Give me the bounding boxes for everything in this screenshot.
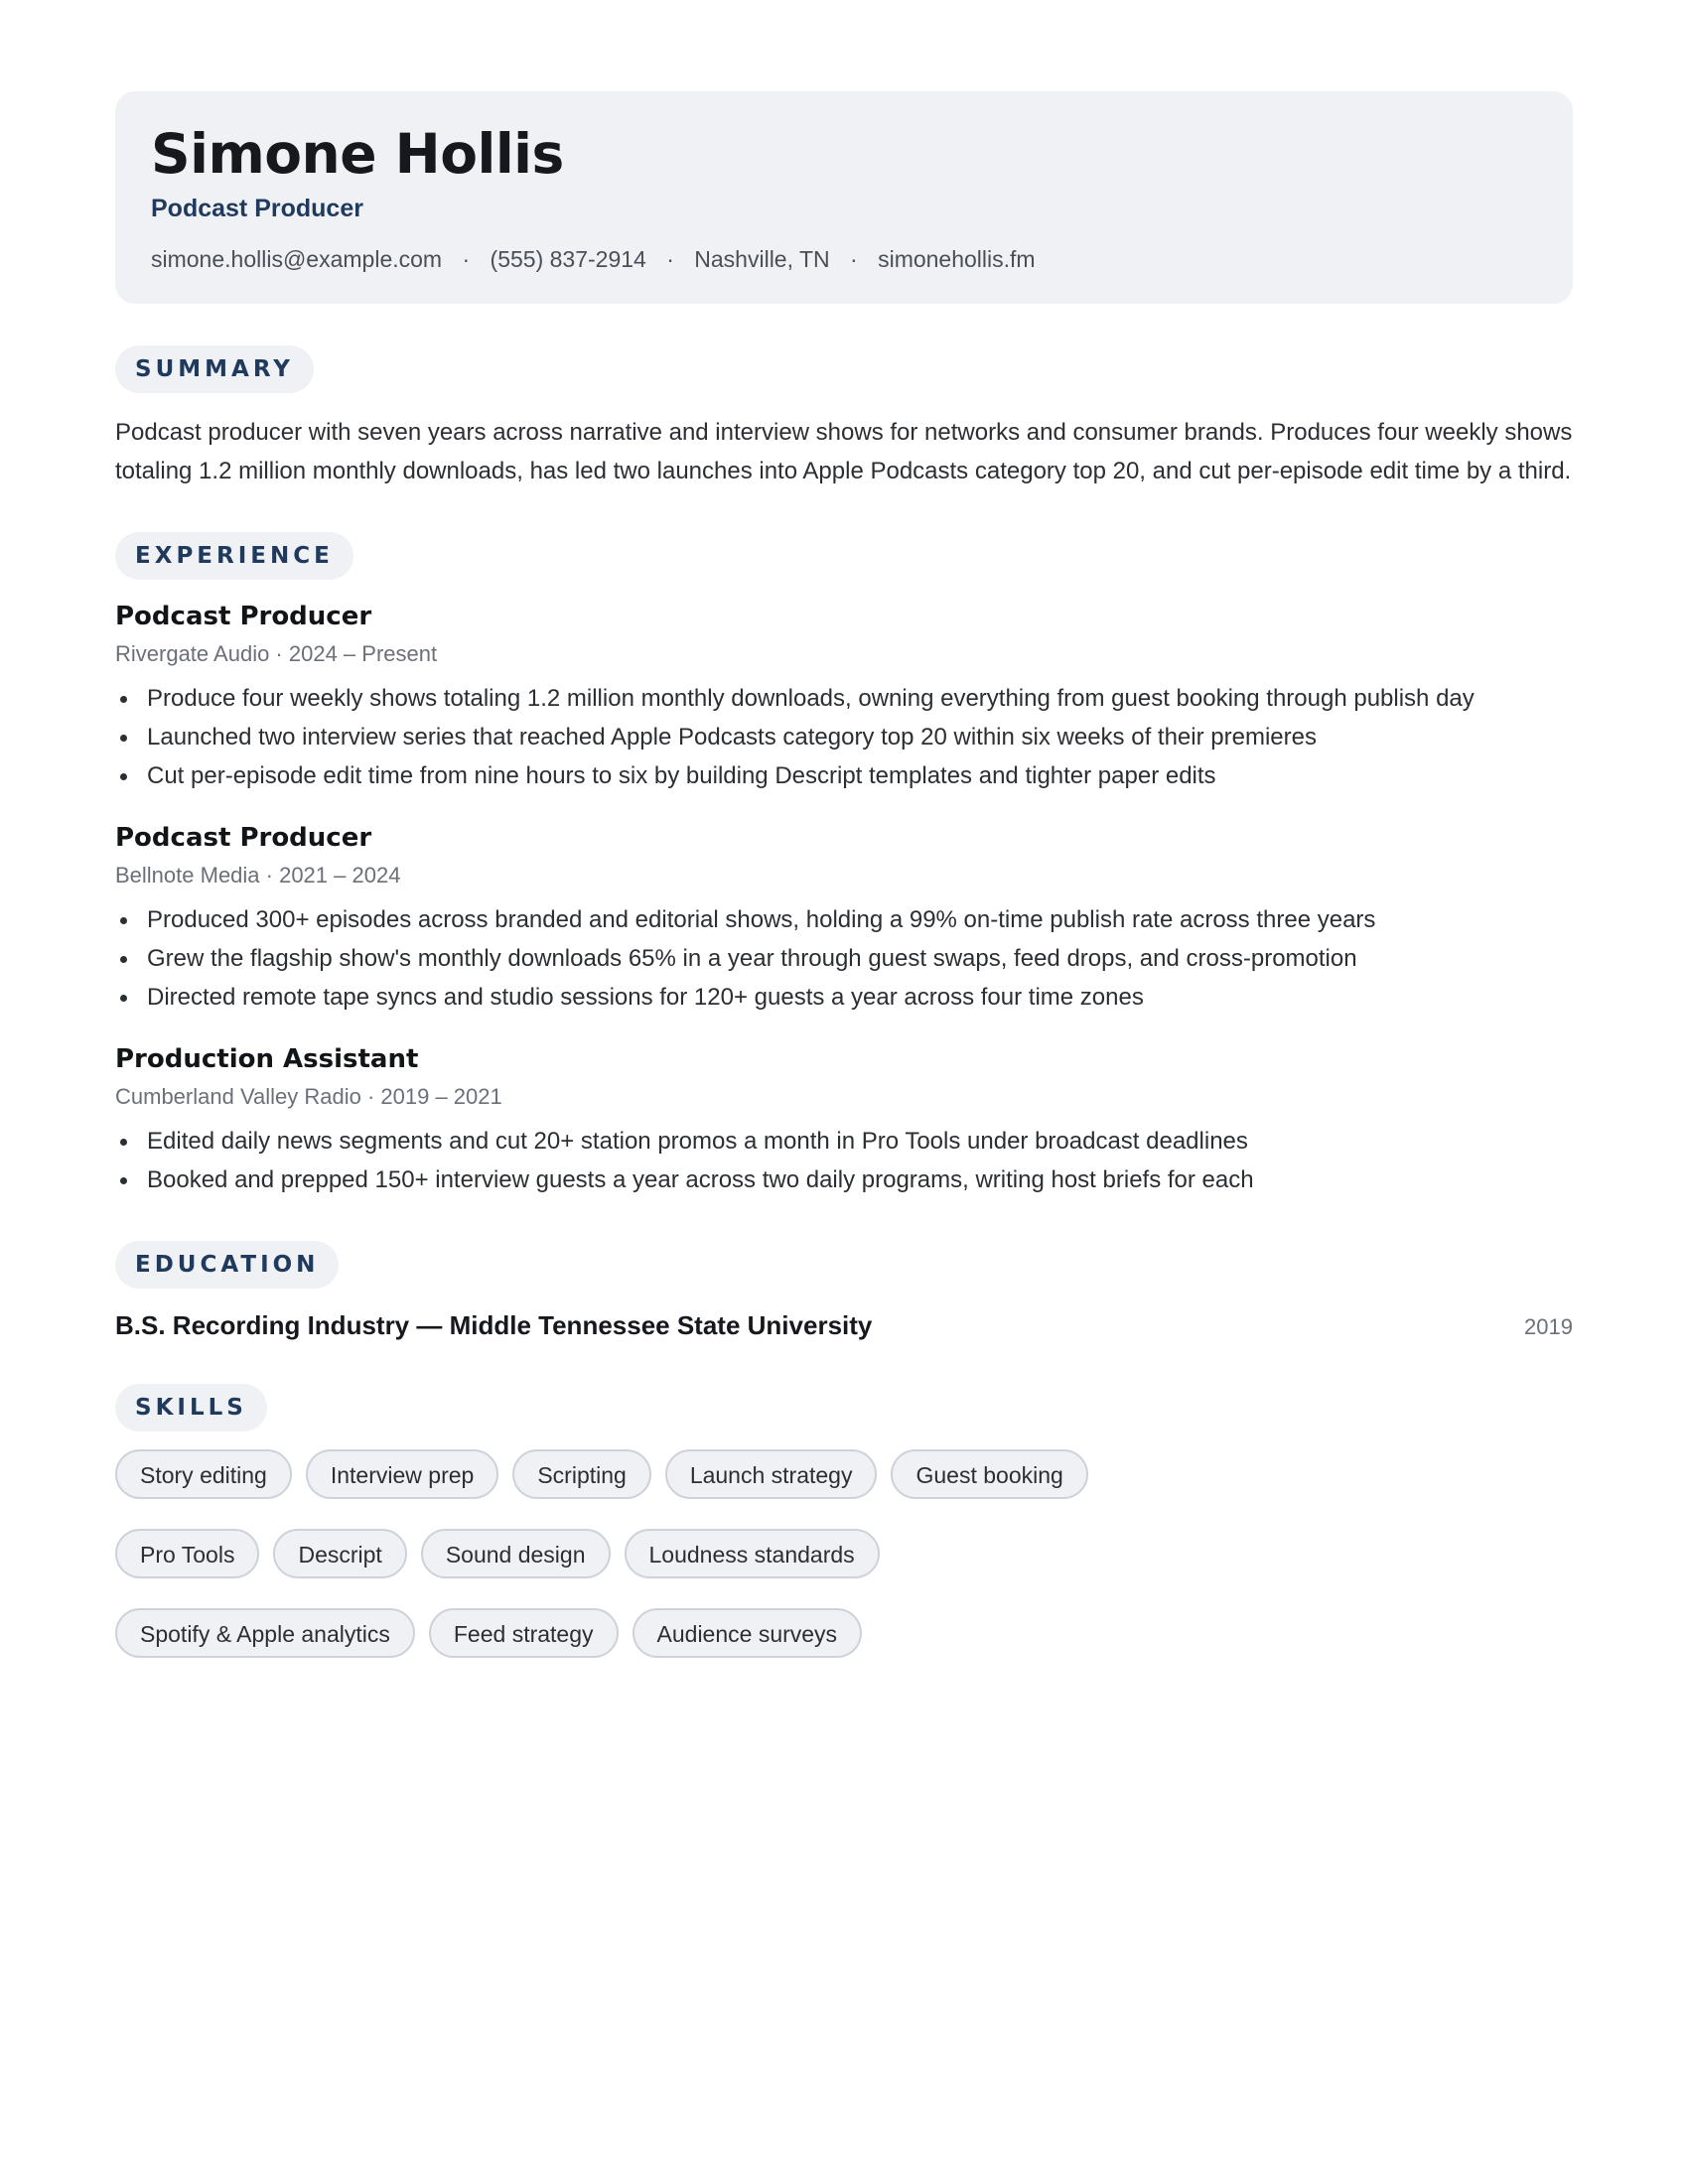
skill-chip: Pro Tools — [115, 1529, 259, 1578]
job-bullet: Produce four weekly shows totaling 1.2 million monthly downloads, owning everything from guest booking through publish day — [115, 679, 1573, 718]
contact-phone[interactable]: (555) 837-2914 — [490, 246, 646, 272]
skill-chip: Audience surveys — [633, 1608, 863, 1658]
skill-chip: Descript — [273, 1529, 406, 1578]
job-meta: Rivergate Audio · 2024 – Present — [115, 641, 438, 666]
job-entry — [115, 1042, 1573, 1199]
experience-section — [115, 532, 1573, 1199]
skills-list — [115, 1449, 1573, 1658]
contact-location: Nashville, TN — [694, 246, 830, 272]
resume-header — [115, 91, 1573, 304]
job-entry — [115, 600, 1573, 795]
skill-row — [115, 1608, 1573, 1658]
summary-heading: SUMMARY — [115, 345, 314, 393]
job-title: Podcast Producer — [115, 823, 372, 853]
job-bullet: Cut per-episode edit time from nine hours to six by building Descript templates and tighter paper edits — [115, 756, 1573, 795]
skill-chip: Sound design — [421, 1529, 611, 1578]
education-year: 2019 — [1524, 1314, 1573, 1339]
job-bullet: Booked and prepped 150+ interview guests a year across two daily programs, writing host briefs for each — [115, 1160, 1573, 1199]
job-meta: Cumberland Valley Radio · 2019 – 2021 — [115, 1084, 502, 1109]
skill-chip: Guest booking — [891, 1449, 1087, 1499]
skill-row — [115, 1529, 1573, 1578]
candidate-name: Simone Hollis — [151, 122, 564, 186]
contact-separator: · — [462, 246, 471, 272]
job-bullets — [115, 900, 1573, 1017]
candidate-role: Podcast Producer — [151, 195, 363, 222]
experience-heading: EXPERIENCE — [115, 532, 353, 580]
education-degree: B.S. Recording Industry — Middle Tennessee State University — [115, 1310, 873, 1340]
contact-separator: · — [850, 246, 858, 272]
skill-chip: Launch strategy — [665, 1449, 878, 1499]
job-title: Podcast Producer — [115, 602, 372, 631]
job-title: Production Assistant — [115, 1044, 419, 1074]
resume-page — [115, 91, 1573, 1688]
skills-heading: SKILLS — [115, 1384, 267, 1432]
job-bullet: Launched two interview series that reached Apple Podcasts category top 20 within six weeks of their premieres — [115, 718, 1573, 756]
education-entry — [115, 1308, 1573, 1342]
job-bullets — [115, 1122, 1573, 1199]
job-bullet: Grew the flagship show's monthly downloads 65% in a year through guest swaps, feed drops, and cross-promotion — [115, 939, 1573, 978]
skill-chip: Loudness standards — [625, 1529, 880, 1578]
skill-chip: Interview prep — [306, 1449, 498, 1499]
summary-section — [115, 345, 1573, 490]
skill-chip: Feed strategy — [429, 1608, 619, 1658]
education-section — [115, 1241, 1573, 1342]
skill-row — [115, 1449, 1573, 1499]
skills-section — [115, 1384, 1573, 1658]
education-heading: EDUCATION — [115, 1241, 339, 1289]
job-entry — [115, 821, 1573, 1017]
job-bullet: Produced 300+ episodes across branded and editorial shows, holding a 99% on-time publish rate across three years — [115, 900, 1573, 939]
summary-text: Podcast producer with seven years across narrative and interview shows for networks and consumer brands. Produces four weekly shows totaling 1.2 million monthly downloads, has led two launches into Apple Podcasts category top 20, and cut per-episode edit time by a third. — [115, 419, 1573, 484]
skill-chip: Spotify & Apple analytics — [115, 1608, 415, 1658]
job-bullet: Edited daily news segments and cut 20+ station promos a month in Pro Tools under broadcast deadlines — [115, 1122, 1573, 1160]
contact-website[interactable]: simonehollis.fm — [878, 246, 1036, 272]
contact-email[interactable]: simone.hollis@example.com — [151, 246, 443, 272]
contact-line — [151, 244, 1537, 274]
contact-separator: · — [666, 246, 674, 272]
skill-chip: Story editing — [115, 1449, 292, 1499]
job-bullet: Directed remote tape syncs and studio sessions for 120+ guests a year across four time zones — [115, 978, 1573, 1017]
job-meta: Bellnote Media · 2021 – 2024 — [115, 863, 401, 887]
job-bullets — [115, 679, 1573, 795]
skill-chip: Scripting — [512, 1449, 650, 1499]
